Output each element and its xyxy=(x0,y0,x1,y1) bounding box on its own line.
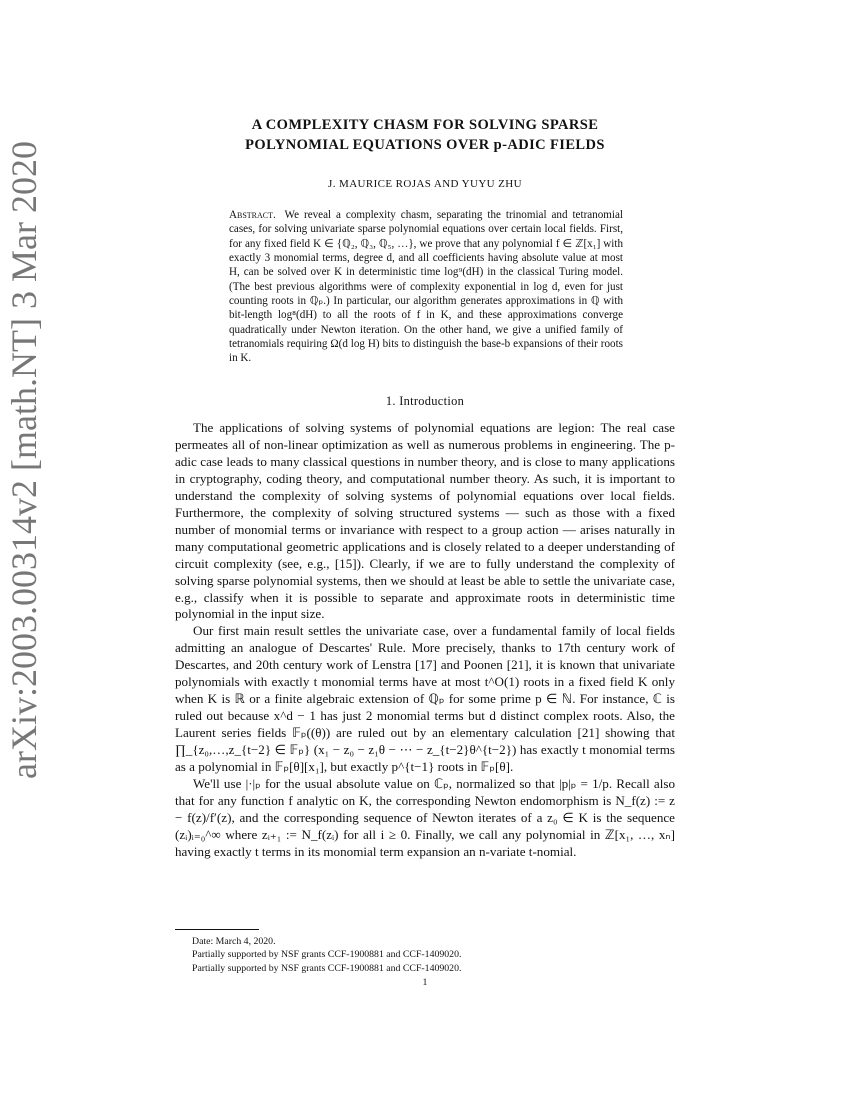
footnotes xyxy=(192,935,672,975)
page-number: 1 xyxy=(422,977,428,988)
footnote-grant-2: Partially supported by NSF grants CCF-1900881 and CCF-1409020. xyxy=(192,962,462,974)
paragraph-2: Our first main result settles the univariate case, over a fundamental family of local fields admitting an analogue of Descartes' Rule. More precisely, thanks to 17th century work of Descartes, and 20th century work of Lenstra [17] and Poonen [21], it is known that univariate polynomials with exactly t monomial terms have at most t^O(1) roots in a fixed field K only when K is ℝ or a finite algebraic extension of ℚₚ for some prime p ∈ ℕ. For instance, ℂ is ruled out because x^d − 1 has just 2 monomial terms but d distinct complex roots. Also, the Laurent series fields 𝔽ₚ((θ)) are ruled out by an elementary calculation [21] showing that ∏_{z₀,…,z_{t−2} ∈ 𝔽ₚ} (x₁ − z₀ − z₁θ − ⋯ − z_{t−2}θ^{t−2}) has exactly t monomial terms as a polynomial in 𝔽ₚ[θ][x₁], but exactly p^{t−1} roots in 𝔽ₚ[θ]. xyxy=(175,623,675,775)
paper-authors: J. MAURICE ROJAS AND YUYU ZHU xyxy=(328,178,522,190)
arxiv-stamp-text: arXiv:2003.00314v2 [math.NT] 3 Mar 2020 xyxy=(4,141,44,779)
abstract-label: Abstract. xyxy=(229,209,276,221)
paper-title xyxy=(175,115,675,155)
abstract xyxy=(229,208,623,366)
paragraph-1: The applications of solving systems of polynomial equations are legion: The real case permeates all of non-linear optimization as well as numerous problems in engineering. The p-adic case leads to many classical questions in number theory, and is close to many applications in cryptography, coding theory, and computational number theory. As such, it is important to understand the complexity of solving systems of polynomial equations over local fields. Furthermore, the complexity of solving structured systems — such as those with a fixed number of monomial terms or invariance with respect to a group action — arises naturally in many computational geometric applications and is closely related to a deeper understanding of circuit complexity (see, e.g., [15]). Clearly, if we are to fully understand the complexity of solving sparse polynomial systems, then we should at least be able to settle the univariate case, e.g., classify when it is possible to separate and approximate roots in deterministic time polynomial in the input size. xyxy=(175,420,675,622)
title-line-1: A COMPLEXITY CHASM FOR SOLVING SPARSE xyxy=(251,117,599,133)
title-line-2: POLYNOMIAL EQUATIONS OVER p-ADIC FIELDS xyxy=(245,137,605,153)
body-text xyxy=(175,420,675,861)
footnote-rule xyxy=(175,929,259,930)
abstract-text: We reveal a complexity chasm, separating the trinomial and tetranomial cases, for solving univariate sparse polynomial equations over certain local fields. First, for any fixed field K ∈ {ℚ₂, ℚ₃, ℚ₅, …}, we prove that any polynomial f ∈ ℤ[x₁] with exactly 3 monomial terms, degree d, and all coefficients having absolute value at most H, can be solved over K in deterministic time log⁹(dH) in the classical Turing model. (The best previous algorithms were of complexity exponential in log d, even for just counting roots in ℚₚ.) In particular, our algorithm generates approximations in ℚ with bit-length log⁸(dH) to all the roots of f in K, and these approximations converge quadratically under Newton iteration. On the other hand, we give a unified family of tetranomials requiring Ω(d log H) bits to distinguish the base-b expansions of their roots in K. xyxy=(229,209,623,365)
footnote-grant-1: Partially supported by NSF grants CCF-1900881 and CCF-1409020. xyxy=(192,949,462,961)
section-heading: 1. Introduction xyxy=(385,394,465,408)
footnote-date: Date: March 4, 2020. xyxy=(192,936,276,947)
paragraph-3: We'll use |·|ₚ for the usual absolute value on ℂₚ, normalized so that |p|ₚ = 1/p. Recall also that for any function f analytic on K, the corresponding Newton endomorphism is N_f(z) := z − f(z)/f′(z), and the corresponding sequence of Newton iterates of a z₀ ∈ K is the sequence (zᵢ)ᵢ₌₀^∞ where zᵢ₊₁ := N_f(zᵢ) for all i ≥ 0. Finally, we call any polynomial in ℤ[x₁, …, xₙ] having exactly t terms in its monomial term expansion an n-variate t-nomial. xyxy=(175,776,675,859)
arxiv-identifier-stamp xyxy=(4,141,44,779)
